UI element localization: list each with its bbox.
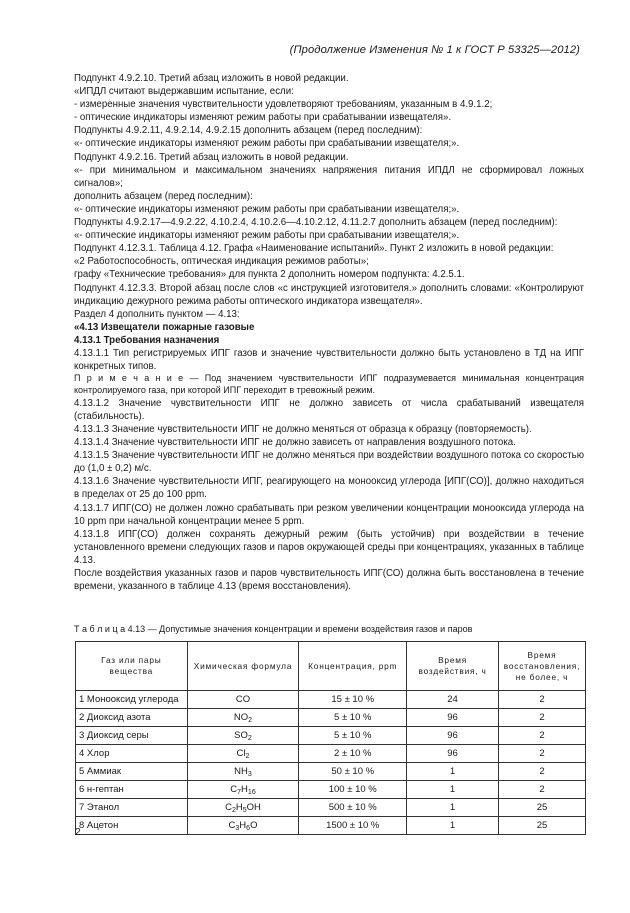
formula-subscript: 7 [237,789,242,796]
gas-name-cell: 4 Хлор [76,745,188,763]
paragraph: 4.13.1.2 Значение чувствительности ИПГ не должно зависеть от числа срабатываний извещателя (стабильность). [74,397,584,422]
gas-table [75,641,586,835]
gas-name-cell: 5 Аммиак [76,763,188,781]
table-caption [74,624,594,634]
formula-symbol: NO [233,712,249,723]
exposure-time-cell: 96 [407,745,499,763]
gas-name-cell: 6 н-гептан [76,781,188,799]
page-header: (Продолжение Изменения № 1 к ГОСТ Р 53325—2012) [289,44,580,56]
exposure-time-cell: 1 [407,763,499,781]
paragraph: «- оптические индикаторы изменяют режим работы при срабатывании извещателя;». [74,230,460,242]
exposure-time-cell: 24 [407,691,499,709]
recovery-time-cell: 2 [498,781,585,799]
table-row [76,817,586,835]
paragraph: Раздел 4 дополнить пунктом — 4.13: [74,308,240,320]
document-body [74,72,584,593]
paragraph: Подпункт 4.12.3.3. Второй абзац после слов «с инструкцией изготовителя.» дополнить словами: «Контролируют индикацию дежурного режима работы оптического индикатора извещателя». [74,282,584,307]
paragraph: 4.13.1.5 Значение чувствительности ИПГ не должно меняться при воздействии воздушного потока со скоростью до (1,0 ± 0,2) м/с. [74,450,584,475]
table-row [76,745,586,763]
paragraph: «ИПДЛ считают выдержавшим испытание, если: [74,86,294,98]
formula-subscript: 3 [235,825,240,832]
exposure-time-cell: 96 [407,709,499,727]
paragraph: Подпункты 4.9.2.11, 4.9.2.14, 4.9.2.15 дополнить абзацем (перед последним): [74,125,423,137]
formula-cell [187,781,299,799]
paragraph: «- при минимальном и максимальном значениях напряжения питания ИПДЛ не сформировал ложных сигналов»; [74,164,584,189]
table-caption-text: 4.13 — Допустимые значения концентрации и времени воздействия газов и паров [125,624,473,634]
formula-cell [187,691,299,709]
paragraph: 4.13.1.8 ИПГ(СО) должен сохранять дежурный режим (быть устойчив) при воздействии в течение установленного времени следующих газов и паров окружающей среды при концентрациях, указанных в таблице 4.13. [74,528,584,566]
paragraph: Подпункт 4.9.2.10. Третий абзац изложить в новой редакции. [74,73,349,84]
recovery-time-cell: 2 [498,763,585,781]
formula-cell [187,727,299,745]
table-row [76,709,586,727]
column-header: Время воздействия, ч [407,642,499,691]
column-header: Время восстановления, не более, ч [498,642,585,691]
section-heading: «4.13 Извещатели пожарные газовые [74,321,255,333]
formula-subscript: 16 [247,789,256,796]
formula-cell [187,763,299,781]
paragraph: Подпункт 4.9.2.16. Третий абзац изложить в новой редакции. [74,151,349,163]
formula-subscript: 2 [248,717,253,724]
paragraph: графу «Технические требования» для пункта 2 дополнить номером подпункта: 4.2.5.1. [74,269,465,281]
paragraph: 4.13.1.6 Значение чувствительности ИПГ, реагирующего на монооксид углерода [ИПГ(СО)], должно находиться в пределах от 25 до 100 ppm. [74,476,584,501]
exposure-time-cell: 1 [407,817,499,835]
recovery-time-cell: 2 [498,727,585,745]
table-header-row [76,642,586,691]
paragraph: 4.13.1.4 Значение чувствительности ИПГ не должно зависеть от направления воздушного потока. [74,437,516,449]
formula-subscript: 5 [242,807,247,814]
table-row [76,727,586,745]
formula-symbol: C [230,784,238,795]
formula-symbol: C [225,802,232,813]
concentration-cell: 500 ± 10 % [299,799,407,817]
exposure-time-cell: 1 [407,781,499,799]
formula-symbol: H [239,820,247,831]
note-paragraph [74,373,584,397]
recovery-time-cell: 2 [498,709,585,727]
paragraph: 4.13.1.7 ИПГ(СО) не должен ложно срабатывать при резком увеличении концентрации монооксида углерода на 10 ppm при начальной концентрации менее 5 ppm. [74,502,584,527]
table-caption-prefix: Т а б л и ц а [74,624,126,634]
formula-cell [187,709,299,727]
gas-name-cell: 1 Монооксид углерода [76,691,188,709]
recovery-time-cell: 25 [498,817,585,835]
exposure-time-cell: 96 [407,727,499,745]
recovery-time-cell: 25 [498,799,585,817]
table-row [76,691,586,709]
concentration-cell: 5 ± 10 % [299,709,407,727]
note-label: П р и м е ч а н и е [74,373,184,384]
subsection-heading: 4.13.1 Требования назначения [74,334,220,346]
gas-name-cell: 7 Этанол [76,799,188,817]
formula-symbol: SO [234,730,248,741]
formula-symbol: Cl [236,748,246,759]
paragraph: «- оптические индикаторы изменяют режим работы при срабатывании извещателя;». [74,138,460,150]
paragraph: После воздействия указанных газов и паров чувствительность ИПГ(СО) должна быть восстановлена в течение времени, указанного в таблице 4.13 (время восстановления). [74,567,584,593]
formula-symbol: O [250,820,258,831]
recovery-time-cell: 2 [498,745,585,763]
formula-symbol: OH [246,802,261,813]
concentration-cell: 100 ± 10 % [299,781,407,799]
paragraph: - оптические индикаторы изменяют режим работы при срабатывании извещателя». [74,112,452,124]
exposure-time-cell: 1 [407,799,499,817]
concentration-cell: 1500 ± 10 % [299,817,407,835]
paragraph: 4.13.1.3 Значение чувствительности ИПГ не должно меняться от образца к образцу (повторяемость). [74,423,532,435]
concentration-cell: 50 ± 10 % [299,763,407,781]
concentration-cell: 2 ± 10 % [299,745,407,763]
formula-cell [187,799,299,817]
formula-cell [187,745,299,763]
formula-symbol: CO [235,694,251,705]
formula-symbol: H [235,802,243,813]
formula-subscript: 6 [246,825,251,832]
gas-name-cell: 2 Диоксид азота [76,709,188,727]
paragraph: Подпункты 4.9.2.17—4.9.2.22, 4.10.2.4, 4.10.2.6—4.10.2.12, 4.11.2.7 дополнить абзацем (перед последним): [74,217,558,229]
paragraph: 4.13.1.1 Тип регистрируемых ИПГ газов и значение чувствительности должно быть установлено в ТД на ИПГ конкретных типов. [74,347,584,373]
gas-name-cell: 8 Ацетон [76,817,188,835]
paragraph: «- оптические индикаторы изменяют режим работы при срабатывании извещателя;». [74,203,460,215]
formula-cell [187,817,299,835]
paragraph: - измеренные значения чувствительности удовлетворяют требованиям, указанным в 4.9.1.2; [74,99,493,111]
note-text: — Под значением чувствительности ИПГ подразумевается минимальная концентрация контролируемого газа, при которой ИПГ переходит в тревожный режим. [74,373,584,395]
formula-subscript: 2 [245,753,250,760]
recovery-time-cell: 2 [498,691,585,709]
formula-symbol: H [241,784,248,795]
paragraph: «2 Работоспособность, оптическая индикация режимов работы»; [74,256,369,268]
concentration-cell: 15 ± 10 % [299,691,407,709]
table-row [76,763,586,781]
column-header: Концентрация, ppm [299,642,407,691]
column-header: Газ или пары вещества [76,642,188,691]
table-row [76,799,586,817]
table-row [76,781,586,799]
column-header: Химическая формула [187,642,299,691]
formula-symbol: NH [234,766,248,777]
paragraph: Подпункт 4.12.3.1. Таблица 4.12. Графа «Наименование испытаний». Пункт 2 изложить в новой редакции: [74,243,554,255]
formula-subscript: 3 [247,771,252,778]
formula-subscript: 2 [231,807,236,814]
paragraph: дополнить абзацем (перед последним): [74,190,253,202]
table-body [76,691,586,835]
formula-symbol: C [228,820,236,831]
formula-subscript: 2 [247,735,252,742]
concentration-cell: 5 ± 10 % [299,727,407,745]
gas-name-cell: 3 Диоксид серы [76,727,188,745]
page-number: 2 [75,826,81,838]
